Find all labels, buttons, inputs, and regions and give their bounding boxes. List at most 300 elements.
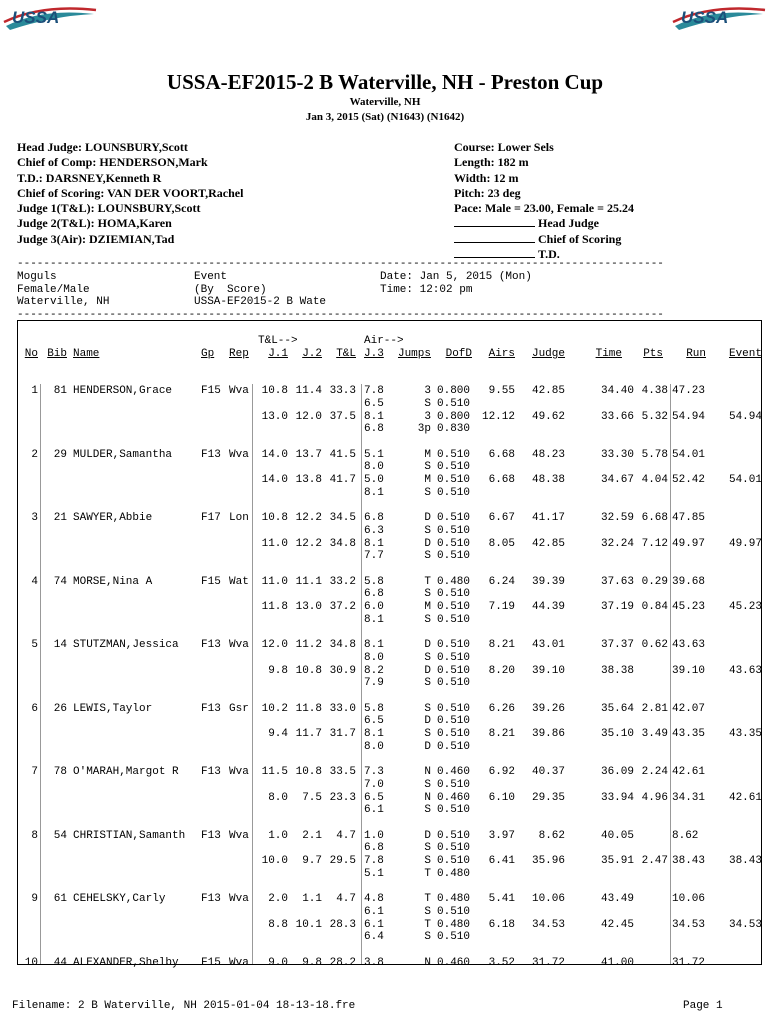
run-tl: 33.2 [329,575,356,588]
run-time: 33.66 [600,410,634,423]
course-width: Width: 12 m [454,170,519,185]
run-time: 43.49 [600,893,634,905]
row-event-score: 54.01 [728,474,762,487]
run-jump: D [424,639,431,651]
run-dofd: 0.510 [437,855,471,868]
run-tl: 4.7 [336,893,356,905]
air-group-label: Air--> [364,335,404,347]
col-header-no: No [24,348,38,360]
col-header-rep: Rep [229,348,249,360]
official-td: T.D.: DARSNEY,Kenneth R [17,170,162,185]
run-j1: 1.0 [268,829,288,842]
run-jump: 3 [424,385,431,397]
row-rep: Wva [229,385,249,397]
run-score: 31.72 [672,956,706,969]
run-jump: S [424,486,431,499]
run-airs: 5.41 [488,893,515,905]
run-j1: 14.0 [261,474,288,487]
run-j1: 12.0 [261,639,288,651]
run-jump: S [424,397,431,410]
run-airs: 8.21 [488,639,515,651]
run-pts: 4.96 [641,791,668,804]
row-event-score: 43.35 [728,728,762,741]
run-score: 34.53 [672,918,706,931]
run-jump: T [424,918,431,931]
run-dofd: 0.510 [437,461,471,474]
run-jump: D [424,740,431,753]
run-dofd: 0.510 [437,677,471,690]
row-no: 2 [31,448,38,461]
run-j1: 10.8 [261,385,288,397]
officials-list [17,140,243,247]
row-gp: F15 [201,385,221,397]
footer-page: Page 1 [683,1000,723,1012]
run-pts: 4.38 [641,385,668,397]
run-j1: 10.2 [261,702,288,715]
row-bib: 61 [53,893,67,905]
run-airs: 3.52 [488,956,515,969]
run-j3: 6.4 [364,931,384,944]
run-score: 47.23 [672,385,706,397]
run-j3: 6.5 [364,791,384,804]
run-jump: S [424,728,431,741]
run-j2: 11.4 [295,385,322,397]
run-airs: 3.97 [488,829,515,842]
run-j1: 9.8 [268,664,288,677]
official-judge-2: Judge 2(T&L): HOMA,Karen [17,216,172,231]
row-name: O'MARAH,Margot R [73,766,179,778]
row-no: 1 [31,385,38,397]
run-time: 36.09 [600,766,634,778]
run-j3: 7.9 [364,677,384,690]
col-header-dofd: DofD [445,348,472,360]
run-time: 40.05 [600,829,634,842]
run-tl: 41.7 [329,474,356,487]
run-j1: 8.8 [268,918,288,931]
row-event-score: 38.43 [728,855,762,868]
row-bib: 26 [53,702,67,715]
run-j1: 10.0 [261,855,288,868]
run-j1: 2.0 [268,893,288,905]
course-pitch: Pitch: 23 deg [454,185,521,200]
run-j1: 11.0 [261,575,288,588]
run-judge: 35.96 [531,855,565,868]
run-time: 34.67 [600,474,634,487]
row-name: CHRISTIAN,Samanth [73,829,186,842]
run-airs: 12.12 [481,410,515,423]
row-gp: F13 [201,639,221,651]
run-time: 35.91 [600,855,634,868]
run-j2: 12.0 [295,410,322,423]
run-time: 35.64 [600,702,634,715]
col-header-pts: Pts [643,348,663,360]
run-j2: 11.1 [295,575,322,588]
run-j1: 13.0 [261,410,288,423]
run-dofd: 0.510 [437,842,471,855]
run-score: 34.31 [672,791,706,804]
row-bib: 21 [53,512,67,524]
run-judge: 10.06 [531,893,565,905]
run-score: 10.06 [672,893,706,905]
run-score: 39.68 [672,575,706,588]
row-name: HENDERSON,Grace [73,385,173,397]
run-score: 47.85 [672,512,706,524]
run-jump: M [424,448,431,461]
run-j3: 8.1 [364,410,384,423]
row-gp: F15 [201,575,221,588]
run-score: 39.10 [672,664,706,677]
row-bib: 14 [53,639,67,651]
divider-bottom: -------------------------------------------------------------------------------------------------- [17,309,664,321]
run-tl: 34.8 [329,639,356,651]
course-pace: Pace: Male = 23.00, Female = 25.24 [454,201,634,216]
row-rep: Wva [229,829,249,842]
run-dofd: 0.510 [437,664,471,677]
row-rep: Wat [229,575,249,588]
col-header-j1: J.1 [268,348,288,360]
run-pts: 5.32 [641,410,668,423]
row-bib: 54 [53,829,67,842]
run-time: 41.00 [600,956,634,969]
run-tl: 28.2 [329,956,356,969]
run-airs: 6.68 [488,474,515,487]
run-j3: 7.0 [364,778,384,791]
col-header-jumps: Jumps [397,348,431,360]
run-dofd: 0.480 [437,867,471,880]
run-tl: 33.3 [329,385,356,397]
run-j3: 6.8 [364,842,384,855]
run-airs: 8.05 [488,537,515,550]
footer-filename: Filename: 2 B Waterville, NH 2015-01-04 18-13-18.fre [12,1000,356,1012]
run-airs: 6.41 [488,855,515,868]
row-event-score: 45.23 [728,601,762,614]
run-dofd: 0.510 [437,448,471,461]
run-j2: 10.8 [295,664,322,677]
run-dofd: 0.510 [437,702,471,715]
run-score: 45.23 [672,601,706,614]
run-score: 54.94 [672,410,706,423]
run-pts: 7.12 [641,537,668,550]
run-j3: 5.8 [364,575,384,588]
run-dofd: 0.510 [437,550,471,563]
run-jump: S [424,931,431,944]
run-j2: 13.7 [295,448,322,461]
row-event-score: 54.94 [728,410,762,423]
run-judge: 48.38 [531,474,565,487]
run-j1: 9.4 [268,728,288,741]
run-tl: 34.8 [329,537,356,550]
run-j3: 8.0 [364,651,384,664]
run-dofd: 0.510 [437,804,471,817]
run-dofd: 0.510 [437,931,471,944]
event-info-col2: Event (By Score) USSA-EF2015-2 B Wate [194,271,327,308]
event-info-col1: Moguls Female/Male Waterville, NH [17,271,110,308]
run-score: 8.62 [672,829,699,842]
run-j1: 9.0 [268,956,288,969]
run-score: 43.35 [672,728,706,741]
ussa-logo-right [671,4,767,32]
official-chief-of-scoring: Chief of Scoring: VAN DER VOORT,Rachel [17,185,244,200]
run-time: 42.45 [600,918,634,931]
col-header-j2: J.2 [302,348,322,360]
row-gp: F13 [201,766,221,778]
run-jump: S [424,651,431,664]
col-header-event: Event [728,348,762,360]
col-header-bib: Bib [47,348,67,360]
run-airs: 8.20 [488,664,515,677]
run-tl: 30.9 [329,664,356,677]
run-jump: S [424,842,431,855]
run-jump: D [424,715,431,728]
run-j2: 2.1 [302,829,322,842]
run-j2: 12.2 [295,537,322,550]
run-judge: 41.17 [531,512,565,524]
row-name: LEWIS,Taylor [73,702,153,715]
run-dofd: 0.510 [437,651,471,664]
run-time: 34.40 [600,385,634,397]
run-jump: S [424,702,431,715]
run-j3: 8.0 [364,461,384,474]
run-j3: 5.0 [364,474,384,487]
run-j2: 11.2 [295,639,322,651]
run-j3: 5.8 [364,702,384,715]
divider-top: -------------------------------------------------------------------------------------------------- [17,258,664,270]
run-j3: 7.8 [364,385,384,397]
run-time: 32.59 [600,512,634,524]
run-dofd: 0.510 [437,588,471,601]
run-j3: 8.1 [364,486,384,499]
run-jump: D [424,829,431,842]
run-airs: 7.19 [488,601,515,614]
run-jump: M [424,601,431,614]
run-j1: 11.0 [261,537,288,550]
run-dofd: 0.510 [437,715,471,728]
run-pts: 5.78 [641,448,668,461]
run-jump: S [424,550,431,563]
run-j3: 5.1 [364,867,384,880]
run-jump: N [424,791,431,804]
run-tl: 33.0 [329,702,356,715]
row-name: STUTZMAN,Jessica [73,639,179,651]
run-jump: D [424,537,431,550]
run-airs: 6.68 [488,448,515,461]
official-judge-1: Judge 1(T&L): LOUNSBURY,Scott [17,201,201,216]
run-jump: T [424,575,431,588]
run-tl: 31.7 [329,728,356,741]
run-j3: 7.3 [364,766,384,778]
signature-head-judge: Head Judge [454,216,634,231]
run-j3: 7.7 [364,550,384,563]
page-title: USSA-EF2015-2 B Waterville, NH - Preston Cup [166,70,604,94]
run-pts: 4.04 [641,474,668,487]
row-event-score: 42.61 [728,791,762,804]
row-event-score: 49.97 [728,537,762,550]
run-j1: 11.5 [261,766,288,778]
run-judge: 48.23 [531,448,565,461]
run-jump: M [424,474,431,487]
run-score: 49.97 [672,537,706,550]
row-rep: Wva [229,766,249,778]
row-rep: Wva [229,956,249,969]
table-vline-no [40,384,41,964]
run-jump: 3p [417,423,431,436]
row-rep: Gsr [229,702,249,715]
run-dofd: 0.510 [437,613,471,626]
row-event-score: 43.63 [728,664,762,677]
run-j3: 4.8 [364,893,384,905]
run-j1: 11.8 [261,601,288,614]
run-pts: 3.49 [641,728,668,741]
logo-text: USSA [12,8,60,27]
row-no: 5 [31,639,38,651]
run-jump: S [424,855,431,868]
run-judge: 31.72 [531,956,565,969]
official-judge-3: Judge 3(Air): DZIEMIAN,Tad [17,231,175,246]
run-jump: D [424,664,431,677]
run-j3: 6.8 [364,588,384,601]
run-tl: 34.5 [329,512,356,524]
run-airs: 6.67 [488,512,515,524]
run-time: 37.37 [600,639,634,651]
run-dofd: 0.800 [437,410,471,423]
run-jump: S [424,461,431,474]
run-jump: T [424,893,431,905]
signature-td: T.D. [454,247,634,262]
course-name: Course: Lower Sels [454,140,554,154]
logo-text: USSA [681,8,729,27]
run-j3: 6.1 [364,804,384,817]
run-j3: 6.0 [364,601,384,614]
run-judge: 42.85 [531,385,565,397]
run-dofd: 0.510 [437,905,471,918]
col-header-time: Time [595,348,622,360]
run-judge: 34.53 [531,918,565,931]
col-header-run: Run [686,348,706,360]
row-rep: Lon [229,512,249,524]
run-score: 52.42 [672,474,706,487]
run-dofd: 0.510 [437,601,471,614]
event-location: Waterville, NH [349,96,421,108]
run-judge: 39.39 [531,575,565,588]
run-judge: 39.86 [531,728,565,741]
ussa-logo-left [2,4,98,32]
col-header-tl: T&L [336,348,356,360]
run-pts: 0.29 [641,575,668,588]
row-no: 9 [31,893,38,905]
row-rep: Wva [229,893,249,905]
run-tl: 37.2 [329,601,356,614]
run-j3: 6.3 [364,524,384,537]
run-judge: 44.39 [531,601,565,614]
run-dofd: 0.800 [437,385,471,397]
row-name: MORSE,Nina A [73,575,153,588]
run-airs: 6.24 [488,575,515,588]
run-jump: S [424,905,431,918]
run-airs: 6.10 [488,791,515,804]
run-j2: 13.0 [295,601,322,614]
official-chief-of-comp: Chief of Comp: HENDERSON,Mark [17,155,208,170]
run-jump: T [424,867,431,880]
row-no: 8 [31,829,38,842]
signature-chief-of-scoring: Chief of Scoring [454,232,634,247]
run-score: 42.61 [672,766,706,778]
run-j3: 8.1 [364,639,384,651]
run-score: 43.63 [672,639,706,651]
run-dofd: 0.460 [437,791,471,804]
event-info-col3: Date: Jan 5, 2015 (Mon) Time: 12:02 pm [380,271,532,296]
row-bib: 74 [53,575,67,588]
run-j3: 8.1 [364,613,384,626]
run-pts: 2.47 [641,855,668,868]
col-header-name: Name [73,348,100,360]
run-time: 32.24 [600,537,634,550]
row-bib: 81 [53,385,67,397]
run-j3: 6.8 [364,423,384,436]
run-jump: S [424,588,431,601]
run-time: 38.38 [600,664,634,677]
run-dofd: 0.510 [437,512,471,524]
tl-group-label: T&L--> [258,335,298,347]
row-no: 4 [31,575,38,588]
row-gp: F13 [201,893,221,905]
run-dofd: 0.510 [437,740,471,753]
run-j2: 9.8 [302,956,322,969]
run-dofd: 0.510 [437,639,471,651]
run-j3: 6.1 [364,918,384,931]
run-judge: 43.01 [531,639,565,651]
row-name: SAWYER,Abbie [73,512,153,524]
run-dofd: 0.830 [437,423,471,436]
run-tl: 23.3 [329,791,356,804]
run-jump: S [424,804,431,817]
run-dofd: 0.510 [437,829,471,842]
run-dofd: 0.510 [437,728,471,741]
run-airs: 6.26 [488,702,515,715]
run-j3: 8.1 [364,537,384,550]
table-vline-pts [670,384,671,964]
run-score: 38.43 [672,855,706,868]
row-gp: F17 [201,512,221,524]
run-j3: 6.1 [364,905,384,918]
run-tl: 33.5 [329,766,356,778]
row-gp: F15 [201,956,221,969]
run-j2: 7.5 [302,791,322,804]
run-j2: 9.7 [302,855,322,868]
run-j2: 10.1 [295,918,322,931]
run-judge: 40.37 [531,766,565,778]
run-dofd: 0.510 [437,474,471,487]
run-airs: 6.18 [488,918,515,931]
run-jump: N [424,766,431,778]
run-dofd: 0.460 [437,766,471,778]
row-name: CEHELSKY,Carly [73,893,166,905]
col-header-judge: Judge [531,348,565,360]
row-no: 3 [31,512,38,524]
run-dofd: 0.510 [437,778,471,791]
run-j2: 1.1 [302,893,322,905]
run-jump: S [424,524,431,537]
row-rep: Wva [229,448,249,461]
run-j3: 6.8 [364,512,384,524]
run-pts: 6.68 [641,512,668,524]
course-length: Length: 182 m [454,155,529,170]
col-header-gp: Gp [201,348,215,360]
run-time: 37.63 [600,575,634,588]
run-j2: 13.8 [295,474,322,487]
run-airs: 8.21 [488,728,515,741]
row-rep: Wva [229,639,249,651]
run-dofd: 0.510 [437,486,471,499]
